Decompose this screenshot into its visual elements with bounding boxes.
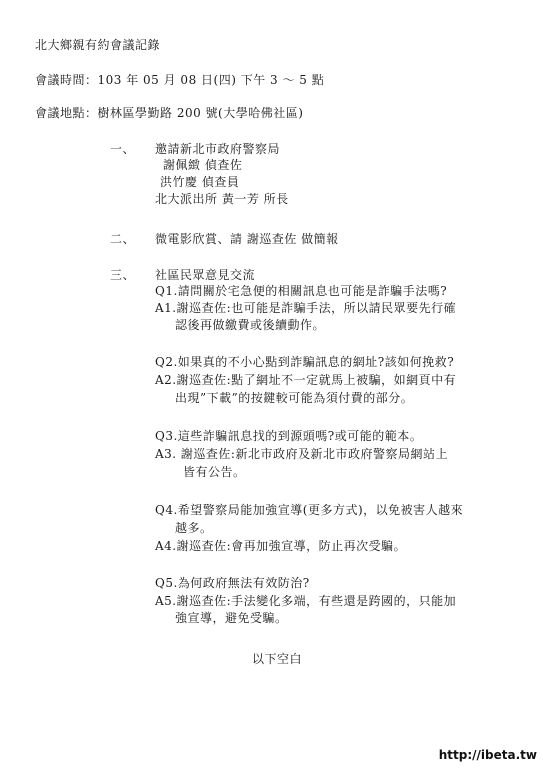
section-3-title: 社區民眾意見交流	[155, 268, 256, 282]
question-3: Q3.這些詐騙訊息找的到源頭嗎?或可能的範本。	[155, 429, 423, 443]
section-2-title: 微電影欣賞、請 謝巡查佐 做簡報	[155, 232, 339, 246]
document-title: 北大鄉親有約會議記錄	[35, 38, 161, 52]
section-2-number: 二、	[110, 232, 136, 246]
meeting-time: 會議時間：103 年 05 月 08 日(四) 下午 3 ～ 5 點	[35, 73, 325, 87]
meeting-place: 會議地點：樹林區學勤路 200 號(大學哈佛社區)	[35, 106, 304, 120]
watermark: http://ibeta.tw	[438, 748, 537, 762]
answer-5-line-1: A5.謝巡查佐:手法變化多端，有些還是跨國的，只能加	[155, 594, 457, 608]
answer-2-line-2: 出現”下載”的按鍵較可能為須付費的部分。	[175, 391, 414, 405]
answer-3-line-1: A3. 謝巡查佐:新北市政府及新北市政府警察局網站上	[155, 447, 448, 461]
answer-5-line-2: 強宣導，避免受騙。	[175, 611, 288, 625]
closing-text: 以下空白	[252, 652, 303, 666]
section-1-title: 邀請新北市政府警察局	[155, 142, 281, 156]
attendee-1: 謝佩緻 偵查佐	[163, 158, 243, 172]
attendee-2: 洪竹慶 偵查員	[160, 175, 240, 189]
answer-2-line-1: A2.謝巡查佐:點了網址不一定就馬上被騙，如網頁中有	[155, 373, 457, 387]
attendee-3: 北大派出所 黃一芳 所長	[155, 192, 289, 206]
question-4-line-1: Q4.希望警察局能加強宣導(更多方式)，以免被害人越來	[155, 503, 464, 517]
question-4-line-2: 越多。	[175, 521, 213, 535]
answer-1-line-2: 認後再做繳費或後續動作。	[175, 318, 326, 332]
question-2: Q2.如果真的不小心點到詐騙訊息的網址?該如何挽救?	[155, 355, 455, 369]
question-1: Q1.請問關於宅急便的相關訊息也可能是詐騙手法嗎?	[155, 284, 448, 298]
question-5: Q5.為何政府無法有效防治?	[155, 576, 310, 590]
answer-3-line-2: 皆有公告。	[183, 465, 246, 479]
section-3-number: 三、	[110, 268, 136, 282]
answer-1-line-1: A1.謝巡查佐:也可能是詐騙手法，所以請民眾要先行確	[155, 301, 457, 315]
answer-4: A4.謝巡查佐:會再加強宣導，防止再次受騙。	[155, 539, 407, 553]
section-1-number: 一、	[110, 142, 136, 156]
